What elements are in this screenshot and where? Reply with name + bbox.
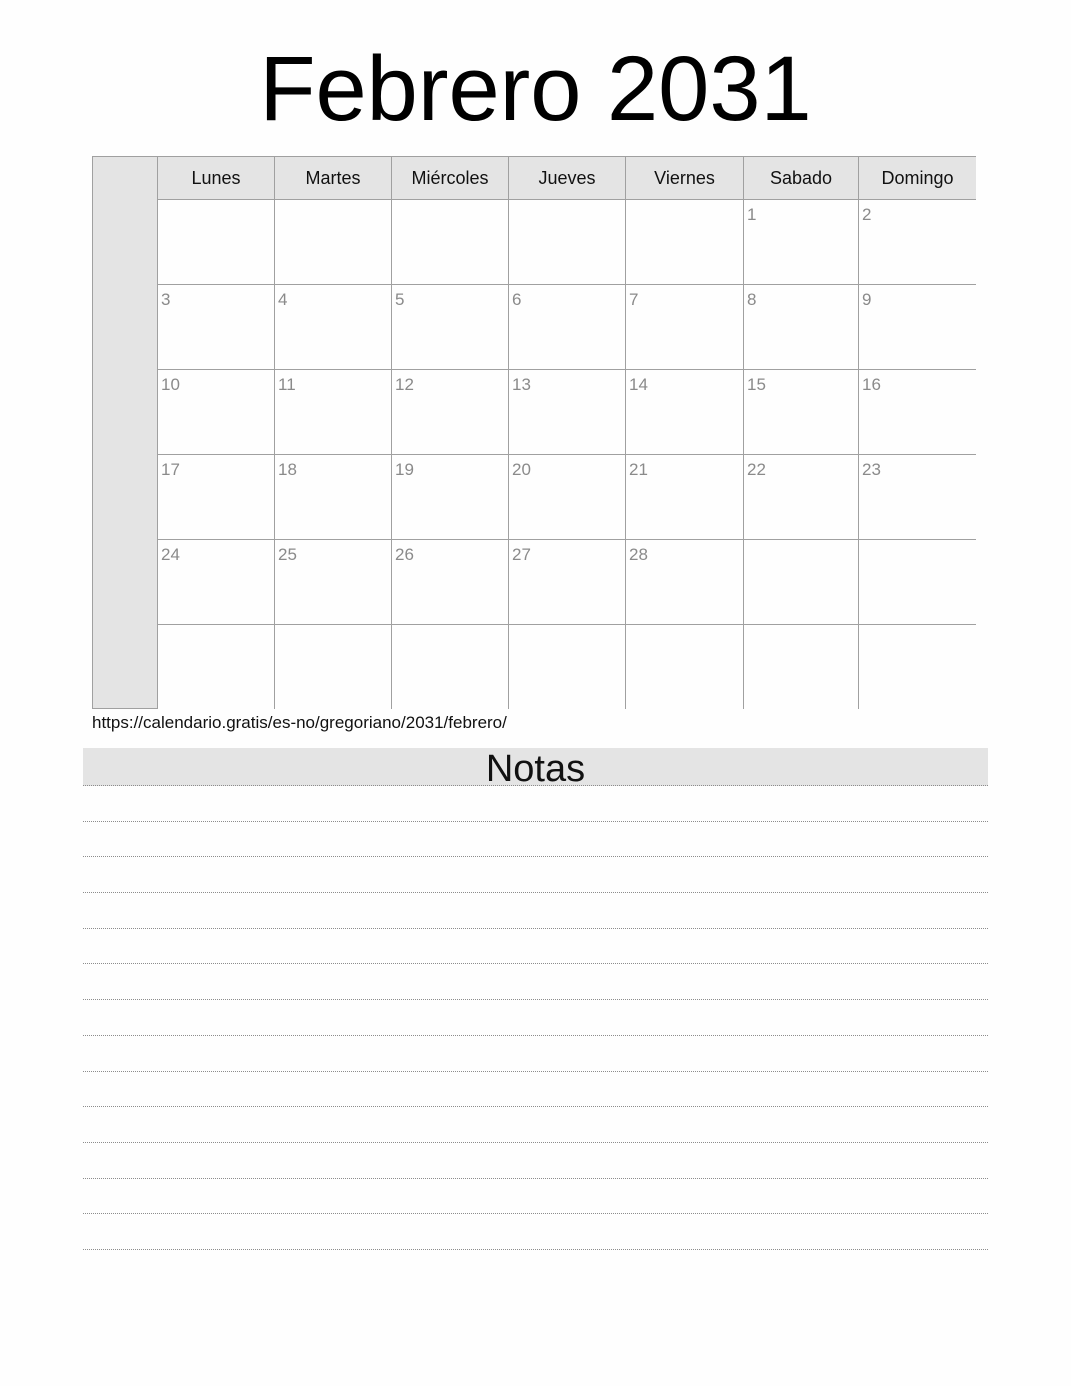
day-cell [392,540,509,625]
weekday-header-wednesday: Miércoles [392,157,509,200]
day-cell [509,455,626,540]
day-cell [275,625,392,709]
day-cell [275,200,392,285]
day-number: 17 [161,460,180,479]
day-cell [859,370,976,455]
weekday-header-sunday: Domingo [859,157,976,200]
week-number-column [93,157,158,708]
day-number: 20 [512,460,531,479]
day-cell [392,625,509,709]
page-title: Febrero 2031 [259,38,812,140]
day-cell [744,370,859,455]
day-cell [158,540,275,625]
note-line[interactable] [83,964,988,1000]
day-number: 25 [278,545,297,564]
day-cell [859,200,976,285]
note-line[interactable] [83,1036,988,1072]
day-number: 14 [629,375,648,394]
day-cell [392,200,509,285]
weekday-header-thursday: Jueves [509,157,626,200]
day-number: 19 [395,460,414,479]
day-number: 10 [161,375,180,394]
day-cell [744,285,859,370]
day-cell [744,540,859,625]
day-cell [626,285,744,370]
day-cell [392,285,509,370]
day-number: 4 [278,290,288,309]
notes-section [83,748,988,1250]
weekday-header-monday: Lunes [158,157,275,200]
day-cell [158,285,275,370]
day-cell [158,200,275,285]
day-number: 22 [747,460,766,479]
day-cell [744,625,859,709]
calendar-days-grid [158,157,976,708]
day-cell [158,370,275,455]
day-cell [859,540,976,625]
day-cell [509,370,626,455]
day-cell [275,285,392,370]
day-cell [275,370,392,455]
day-cell [626,370,744,455]
weekday-header-friday: Viernes [626,157,744,200]
day-cell [275,540,392,625]
month-calendar-grid [92,156,976,709]
day-number: 26 [395,545,414,564]
day-number: 11 [278,375,296,394]
day-number: 2 [862,205,872,224]
day-cell [392,370,509,455]
day-number: 9 [862,290,872,309]
day-cell [744,200,859,285]
note-line[interactable] [83,893,988,929]
day-number: 16 [862,375,881,394]
note-line[interactable] [83,929,988,965]
note-line[interactable] [83,1072,988,1108]
day-cell [626,455,744,540]
note-line[interactable] [83,857,988,893]
day-cell [626,200,744,285]
day-cell [509,540,626,625]
day-number: 15 [747,375,766,394]
day-cell [509,200,626,285]
day-number: 28 [629,545,648,564]
day-number: 12 [395,375,414,394]
note-line[interactable] [83,1214,988,1250]
note-line[interactable] [83,1179,988,1215]
day-number: 13 [512,375,531,394]
day-number: 8 [747,290,757,309]
day-cell [859,455,976,540]
day-cell [626,540,744,625]
notes-heading: Notas [83,748,988,786]
day-cell [275,455,392,540]
day-cell [392,455,509,540]
day-number: 18 [278,460,297,479]
day-cell [859,285,976,370]
day-number: 1 [747,205,757,224]
day-cell [859,625,976,709]
day-number: 21 [629,460,648,479]
day-number: 23 [862,460,881,479]
note-line[interactable] [83,1000,988,1036]
day-cell [509,625,626,709]
weekday-header-saturday: Sabado [744,157,859,200]
day-cell [626,625,744,709]
source-url-link[interactable]: https://calendario.gratis/es-no/gregoriano/2031/febrero/ [92,713,507,732]
day-number: 3 [161,290,171,309]
day-number: 24 [161,545,180,564]
note-line[interactable] [83,1143,988,1179]
note-line[interactable] [83,786,988,822]
day-number: 7 [629,290,639,309]
day-cell [744,455,859,540]
note-line[interactable] [83,822,988,858]
weekday-header-tuesday: Martes [275,157,392,200]
day-number: 6 [512,290,522,309]
day-number: 5 [395,290,405,309]
day-number: 27 [512,545,531,564]
day-cell [158,625,275,709]
day-cell [158,455,275,540]
day-cell [509,285,626,370]
note-line[interactable] [83,1107,988,1143]
